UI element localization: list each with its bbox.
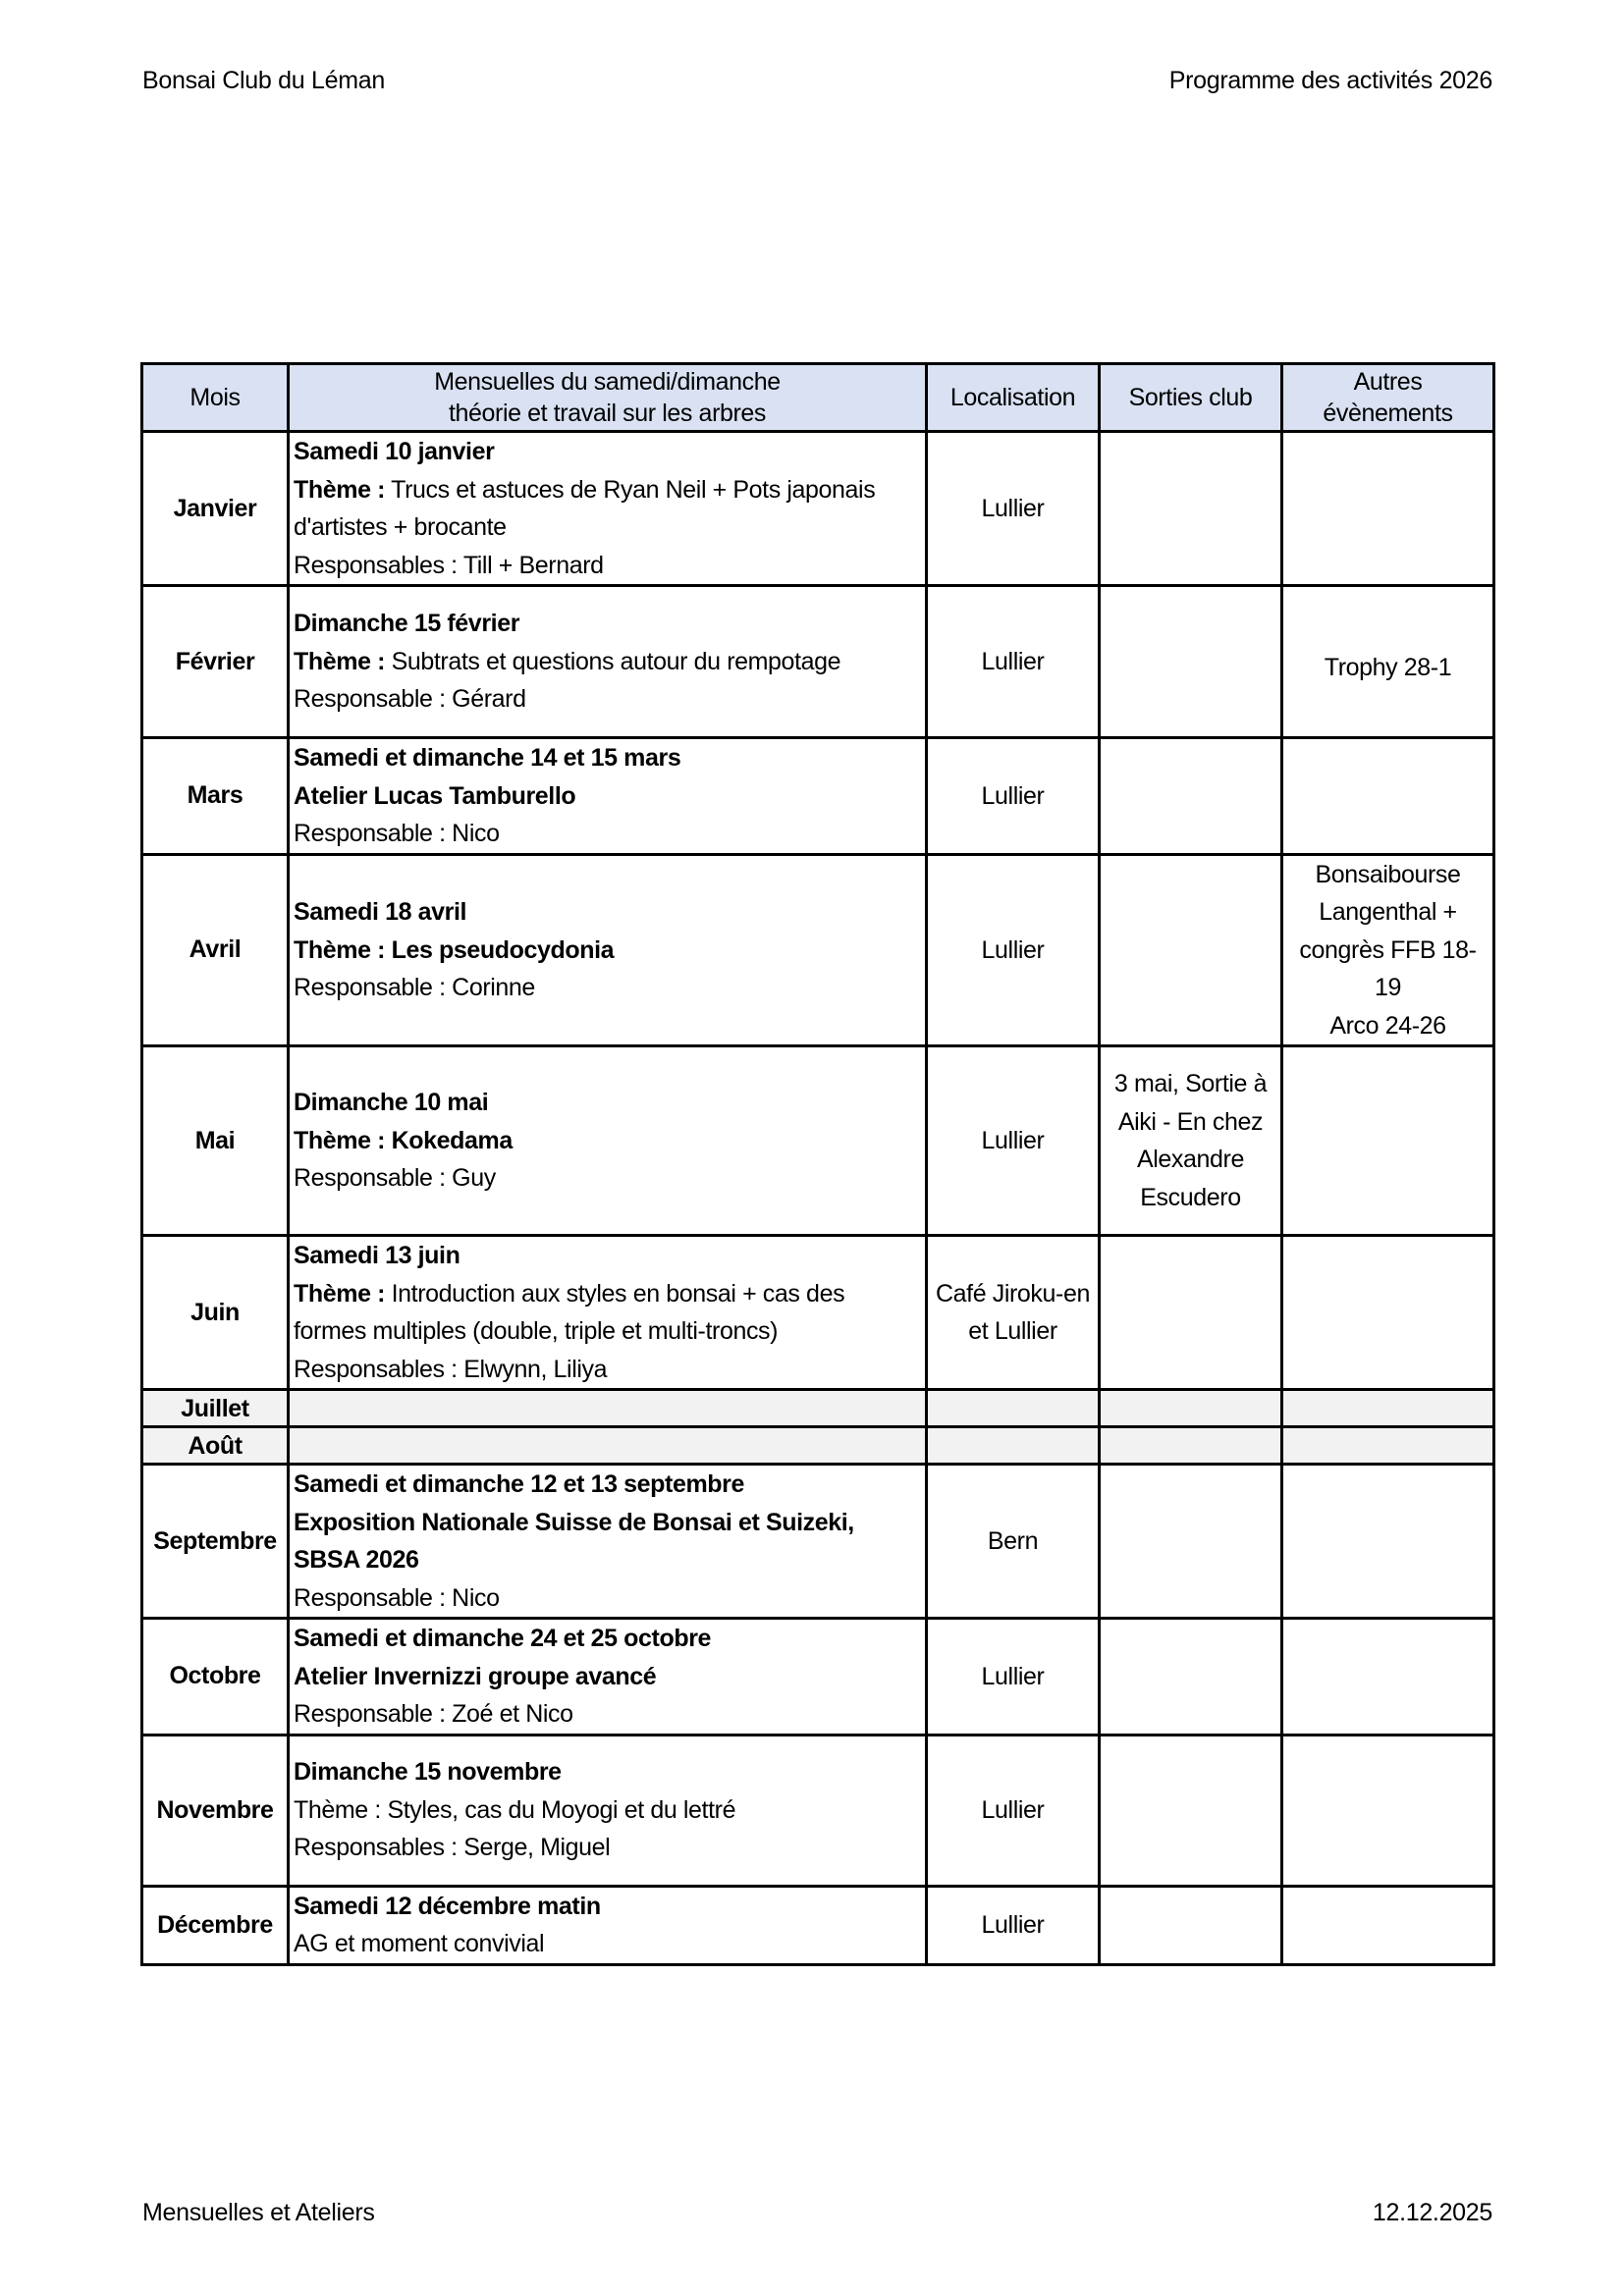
table-row-mai — [142, 1046, 1494, 1236]
table-row-juin — [142, 1236, 1494, 1390]
other-events-cell — [1282, 1619, 1494, 1735]
activity-date: Samedi et dimanche 12 et 13 septembre — [294, 1470, 745, 1498]
other-events-cell — [1282, 1046, 1494, 1236]
outing-cell — [1100, 1427, 1282, 1465]
activity-theme: Thème : Trucs et astuces de Ryan Neil + Pots japonais d'artistes + brocante — [294, 475, 876, 541]
table-row-juillet — [142, 1390, 1494, 1427]
outing-cell — [1100, 854, 1282, 1046]
activity-title: Atelier Invernizzi groupe avancé — [294, 1662, 657, 1690]
month-cell: Octobre — [142, 1619, 289, 1735]
activity-title: Thème : Kokedama — [294, 1126, 513, 1154]
header-document-title: Programme des activités 2026 — [1168, 67, 1492, 94]
activity-cell — [289, 432, 927, 586]
location-cell: Lullier — [927, 854, 1100, 1046]
month-cell: Juillet — [142, 1390, 289, 1427]
table-row-avril — [142, 854, 1494, 1046]
month-cell: Septembre — [142, 1465, 289, 1619]
col-header-mois: Mois — [142, 364, 289, 432]
activity-cell — [289, 1735, 927, 1886]
table-row-mars — [142, 738, 1494, 855]
outing-cell — [1100, 1465, 1282, 1619]
activity-responsable: Responsables : Elwynn, Liliya — [294, 1355, 608, 1383]
activity-cell — [289, 1236, 927, 1390]
footer-date: 12.12.2025 — [1372, 2199, 1492, 2226]
col-header-sorties: Sorties club — [1100, 364, 1282, 432]
location-cell: Lullier — [927, 1735, 1100, 1886]
activity-date: Dimanche 10 mai — [294, 1089, 489, 1117]
month-cell: Mars — [142, 738, 289, 855]
other-events-cell — [1282, 1886, 1494, 1964]
activity-date: Samedi et dimanche 14 et 15 mars — [294, 744, 681, 772]
col-header-mensuelles: Mensuelles du samedi/dimanche théorie et travail sur les arbres — [289, 364, 927, 432]
activity-cell — [289, 1465, 927, 1619]
header-club-name: Bonsai Club du Léman — [142, 67, 385, 94]
month-cell: Juin — [142, 1236, 289, 1390]
activity-responsable: Responsables : Serge, Miguel — [294, 1834, 611, 1862]
activity-cell — [289, 1390, 927, 1427]
table-row-novembre — [142, 1735, 1494, 1886]
activities-table — [140, 362, 1495, 1966]
activity-cell — [289, 1619, 927, 1735]
other-events-cell — [1282, 1427, 1494, 1465]
activity-theme: Thème : Styles, cas du Moyogi et du lettré — [294, 1795, 736, 1824]
activity-date: Samedi 10 janvier — [294, 438, 495, 465]
outing-cell — [1100, 1619, 1282, 1735]
other-events-cell — [1282, 1236, 1494, 1390]
table-row-decembre — [142, 1886, 1494, 1964]
activity-responsable: Responsable : Gérard — [294, 685, 526, 714]
other-events-cell: Trophy 28-1 — [1282, 586, 1494, 738]
table-row-fevrier — [142, 586, 1494, 738]
month-cell: Novembre — [142, 1735, 289, 1886]
outing-cell — [1100, 1236, 1282, 1390]
month-cell: Janvier — [142, 432, 289, 586]
table-row-janvier — [142, 432, 1494, 586]
month-cell: Mai — [142, 1046, 289, 1236]
outing-cell — [1100, 738, 1282, 855]
outing-cell — [1100, 586, 1282, 738]
activity-description: AG et moment convivial — [294, 1930, 545, 1957]
activity-cell — [289, 1427, 927, 1465]
location-cell — [927, 1390, 1100, 1427]
outing-cell — [1100, 432, 1282, 586]
col-header-autres: Autres évènements — [1282, 364, 1494, 432]
activity-cell — [289, 586, 927, 738]
activity-responsable: Responsable : Corinne — [294, 974, 535, 1001]
location-cell: Café Jiroku-en et Lullier — [927, 1236, 1100, 1390]
activity-cell — [289, 854, 927, 1046]
month-cell: Février — [142, 586, 289, 738]
activity-date: Samedi 12 décembre matin — [294, 1892, 601, 1920]
location-cell: Lullier — [927, 1619, 1100, 1735]
other-events-cell — [1282, 1465, 1494, 1619]
activity-date: Dimanche 15 février — [294, 610, 520, 638]
outing-cell — [1100, 1735, 1282, 1886]
outing-cell: 3 mai, Sortie à Aiki - En chez Alexandre Escudero — [1100, 1046, 1282, 1236]
activity-cell — [289, 1046, 927, 1236]
other-events-cell — [1282, 738, 1494, 855]
page-header — [142, 67, 1492, 95]
activity-title: Atelier Lucas Tamburello — [294, 781, 576, 810]
location-cell: Lullier — [927, 586, 1100, 738]
activity-date: Samedi 13 juin — [294, 1242, 460, 1269]
table-row-aout — [142, 1427, 1494, 1465]
activity-responsable: Responsable : Nico — [294, 820, 500, 847]
table-header-row — [142, 364, 1494, 432]
location-cell: Lullier — [927, 738, 1100, 855]
month-cell: Décembre — [142, 1886, 289, 1964]
month-cell: Août — [142, 1427, 289, 1465]
other-events-cell — [1282, 432, 1494, 586]
activity-cell — [289, 1886, 927, 1964]
activity-responsable: Responsable : Zoé et Nico — [294, 1700, 573, 1728]
outing-cell — [1100, 1886, 1282, 1964]
page-footer — [142, 2199, 1492, 2227]
table-row-octobre — [142, 1619, 1494, 1735]
activity-responsable: Responsable : Guy — [294, 1164, 496, 1193]
location-cell: Lullier — [927, 1046, 1100, 1236]
other-events-cell — [1282, 1390, 1494, 1427]
activity-theme: Thème : Introduction aux styles en bonsai + cas des formes multiples (double, triple et multi-troncs) — [294, 1279, 845, 1345]
location-cell: Lullier — [927, 432, 1100, 586]
footer-section-name: Mensuelles et Ateliers — [142, 2199, 375, 2226]
outing-cell — [1100, 1390, 1282, 1427]
activity-date: Dimanche 15 novembre — [294, 1758, 562, 1787]
activity-cell — [289, 738, 927, 855]
table-row-septembre — [142, 1465, 1494, 1619]
location-cell — [927, 1427, 1100, 1465]
activity-theme: Thème : Subtrats et questions autour du rempotage — [294, 647, 841, 675]
other-events-cell: Bonsaibourse Langenthal + congrès FFB 18- 19 Arco 24-26 — [1282, 854, 1494, 1046]
activity-title: Exposition Nationale Suisse de Bonsai et Suizeki, SBSA 2026 — [294, 1508, 854, 1574]
month-cell: Avril — [142, 854, 289, 1046]
activity-date: Samedi et dimanche 24 et 25 octobre — [294, 1625, 712, 1652]
activity-responsable: Responsables : Till + Bernard — [294, 551, 604, 579]
activity-responsable: Responsable : Nico — [294, 1583, 500, 1612]
activity-title: Thème : Les pseudocydonia — [294, 935, 615, 964]
location-cell: Bern — [927, 1465, 1100, 1619]
location-cell: Lullier — [927, 1886, 1100, 1964]
activity-date: Samedi 18 avril — [294, 898, 467, 926]
other-events-cell — [1282, 1735, 1494, 1886]
col-header-localisation: Localisation — [927, 364, 1100, 432]
